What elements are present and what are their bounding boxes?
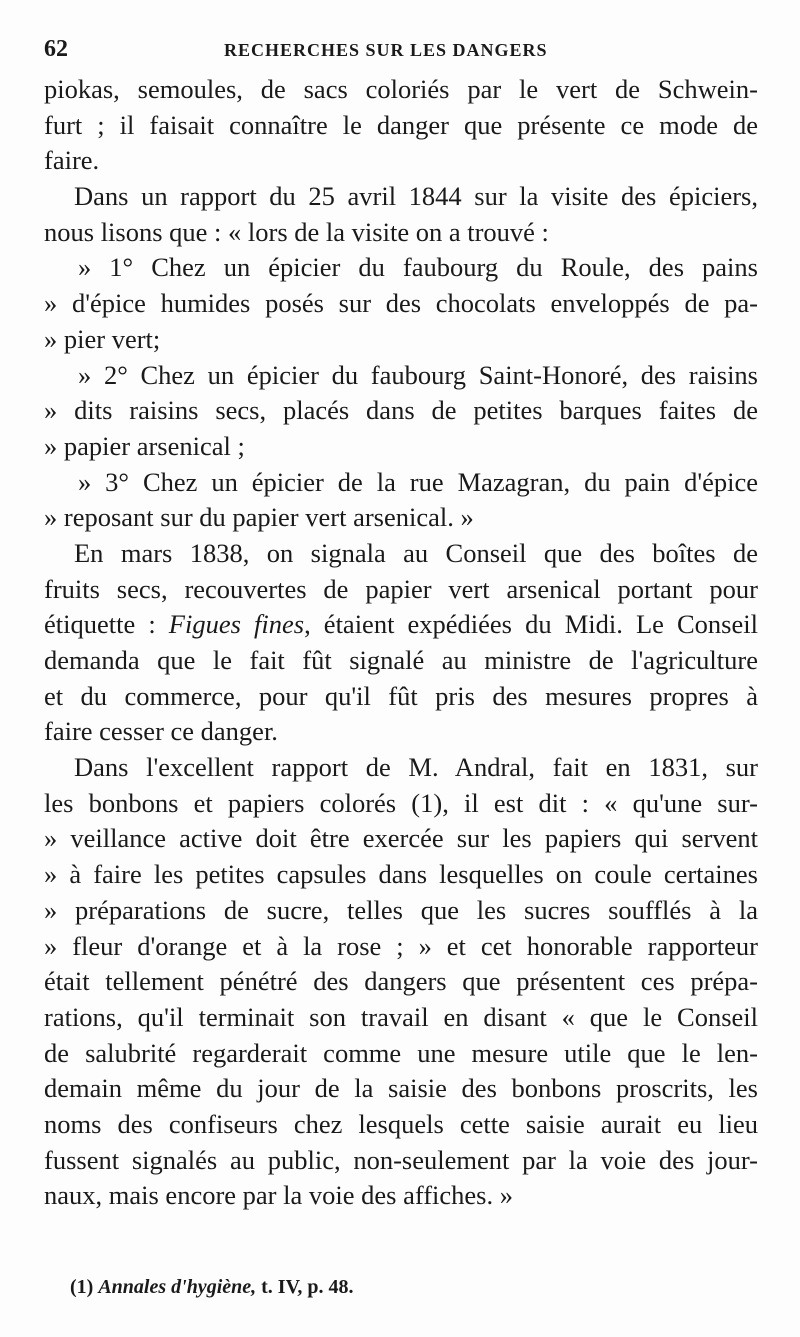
text-line: noms des confiseurs chez lesquels cette saisie aurait eu lieu: [44, 1108, 758, 1139]
text-line: naux, mais encore par la voie des affiches. »: [44, 1180, 513, 1211]
text-line: » à faire les petites capsules dans lesquelles on coule certaines: [44, 859, 758, 890]
text-line: les bonbons et papiers colorés (1), il est dit : « qu'une sur-: [44, 787, 758, 818]
text-line: était tellement pénétré des dangers que présentent ces prépa-: [44, 966, 758, 997]
text-line: » pier vert;: [44, 323, 161, 354]
text-line: nous lisons que : « lors de la visite on a trouvé :: [44, 216, 549, 247]
text-line: faire cesser ce danger.: [44, 716, 278, 747]
text-line: furt ; il faisait connaître le danger que présente ce mode de: [44, 109, 758, 140]
text-line: demain même du jour de la saisie des bonbons proscrits, les: [44, 1073, 758, 1104]
text-line: » 3° Chez un épicier de la rue Mazagran, du pain d'épice: [78, 466, 758, 497]
running-head: RECHERCHES SUR LES DANGERS: [224, 40, 548, 60]
text-line: rations, qu'il terminait son travail en disant « que le Conseil: [44, 1001, 758, 1032]
text-line: fruits secs, recouvertes de papier vert arsenical portant pour: [44, 573, 758, 604]
text-line: » dits raisins secs, placés dans de petites barques faites de: [44, 395, 758, 426]
text-line: Dans un rapport du 25 avril 1844 sur la visite des épiciers,: [74, 181, 758, 212]
text-line: Dans l'excellent rapport de M. Andral, fait en 1831, sur: [74, 752, 758, 783]
text-line: » 1° Chez un épicier du faubourg du Roule, des pains: [78, 252, 758, 283]
text-line: » d'épice humides posés sur des chocolats enveloppés de pa-: [44, 288, 758, 319]
text-line: demanda que le fait fût signalé au ministre de l'agriculture: [44, 645, 758, 675]
text-line: faire.: [44, 145, 100, 176]
body-text: [44, 72, 758, 1214]
text-line: piokas, semoules, de sacs coloriés par le vert de Schwein-: [44, 74, 758, 104]
text-line: étiquette : Figues fines, étaient expédiées du Midi. Le Conseil: [44, 609, 758, 640]
text-line: » 2° Chez un épicier du faubourg Saint-Honoré, des raisins: [78, 359, 758, 390]
footnote-marker: (1): [70, 1276, 94, 1298]
italic-title: Figues fines: [168, 609, 305, 640]
text-line: » papier arsenical ;: [44, 430, 245, 461]
footnote-source: Annales d'hygiène,: [98, 1276, 257, 1298]
text-line: fussent signalés au public, non-seulement par la voie des jour-: [44, 1144, 758, 1175]
page-number: 62: [44, 36, 68, 62]
footnote: [70, 1276, 354, 1299]
text-line: de salubrité regarderait comme une mesure utile que le len-: [44, 1037, 758, 1068]
text-line: En mars 1838, on signala au Conseil que des boîtes de: [74, 537, 758, 568]
text-line: » fleur d'orange et à la rose ; » et cet honorable rapporteur: [44, 930, 758, 961]
page-header: [44, 36, 760, 66]
text-line: » veillance active doit être exercée sur les papiers qui servent: [44, 823, 758, 854]
text-line: » préparations de sucre, telles que les sucres soufflés à la: [44, 894, 758, 925]
text-line: » reposant sur du papier vert arsenical. »: [44, 502, 474, 533]
text-line: et du commerce, pour qu'il fût pris des mesures propres à: [44, 680, 758, 711]
footnote-ref: t. IV, p. 48.: [261, 1276, 354, 1298]
